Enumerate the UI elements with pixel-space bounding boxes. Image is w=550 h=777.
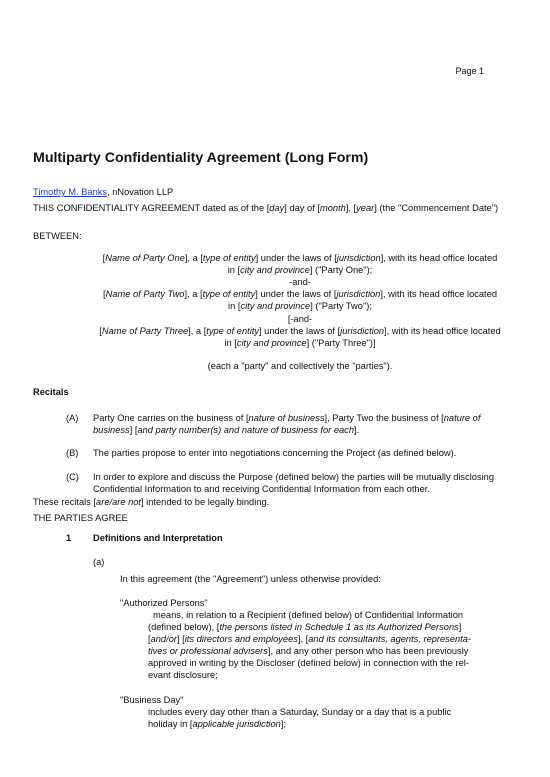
document-title: Multiparty Confidentiality Agreement (Long Form) [33,150,369,166]
party-two-line2: in [city and province] ("Party Two"); [228,301,372,311]
recital-c-label: (C) [66,472,79,482]
recital-b-label: (B) [66,448,79,458]
party-three-line2: in [city and province] ("Party Three")] [224,338,376,348]
recital-b-text: The parties propose to enter into negotiations concerning the Project (as defined below). [93,448,457,458]
and-separator-2: [-and- [287,314,313,324]
definition-authorized-persons-term: "Authorized Persons" [120,598,208,608]
between-label: BETWEEN: [33,231,82,241]
and-separator-1: -and- [289,277,311,287]
recital-a-text: Party One carries on the business of [nature of business], Party Two the business of [nature of business] [and party number(s) and nature of business for each]. [93,413,481,435]
parties-definition: (each a "party" and collectively the "parties"). [207,361,393,371]
parties-agree: THE PARTIES AGREE [33,513,128,523]
party-two-block [95,288,505,312]
recitals-binding-note: These recitals [are/are not] intended to be legally binding. [33,497,270,507]
author-affiliation: , nNovation LLP [107,187,174,197]
author-line [33,187,173,197]
party-three-block [95,325,505,349]
definition-business-day-term: "Business Day" [120,695,184,705]
section-1-heading: Definitions and Interpretation [93,533,223,543]
definition-authorized-persons-text: means, in relation to a Recipient (defined below) of Confidential Information (defined below), [the persons listed in Schedule 1 as its Authorized Persons] [and/or] [its directors and employees], [and its consultants, agents, representa- tives or professional advisers], and any other person who has been previously approved in writing by the Discloser (defined below) in connection with the rel- evant disclosure; [148,610,472,680]
intro-paragraph: THIS CONFIDENTIALITY AGREEMENT dated as of the [day] day of [month], [year] (the "Commencement Date") [33,203,499,213]
item-a-label: (a) [93,557,105,567]
item-a-text: In this agreement (the "Agreement") unless otherwise provided: [120,574,381,584]
party-one-block [95,252,505,276]
recital-a-label: (A) [66,413,79,423]
recital-c-text: In order to explore and discuss the Purpose (defined below) the parties will be mutually disclosing Confidential Information to and receiving Confidential Information from each other. [93,472,495,494]
page-number: Page 1 [455,66,484,76]
party-one-line1: [Name of Party One], a [type of entity] under the laws of [jurisdiction], with its head office located [102,253,498,263]
section-1-number: 1 [66,533,72,543]
party-three-line1: [Name of Party Three], a [type of entity] under the laws of [jurisdiction], with its head office located [99,326,501,336]
recitals-heading: Recitals [33,387,69,397]
party-one-line2: in [city and province] ("Party One"); [227,265,373,275]
party-two-line1: [Name of Party Two], a [type of entity] under the laws of [jurisdiction], with its head office located [103,289,497,299]
author-link[interactable]: Timothy M. Banks [33,187,108,197]
definition-business-day-text: includes every day other than a Saturday, Sunday or a day that is a public holiday in [applicable jurisdiction]; [148,707,452,729]
